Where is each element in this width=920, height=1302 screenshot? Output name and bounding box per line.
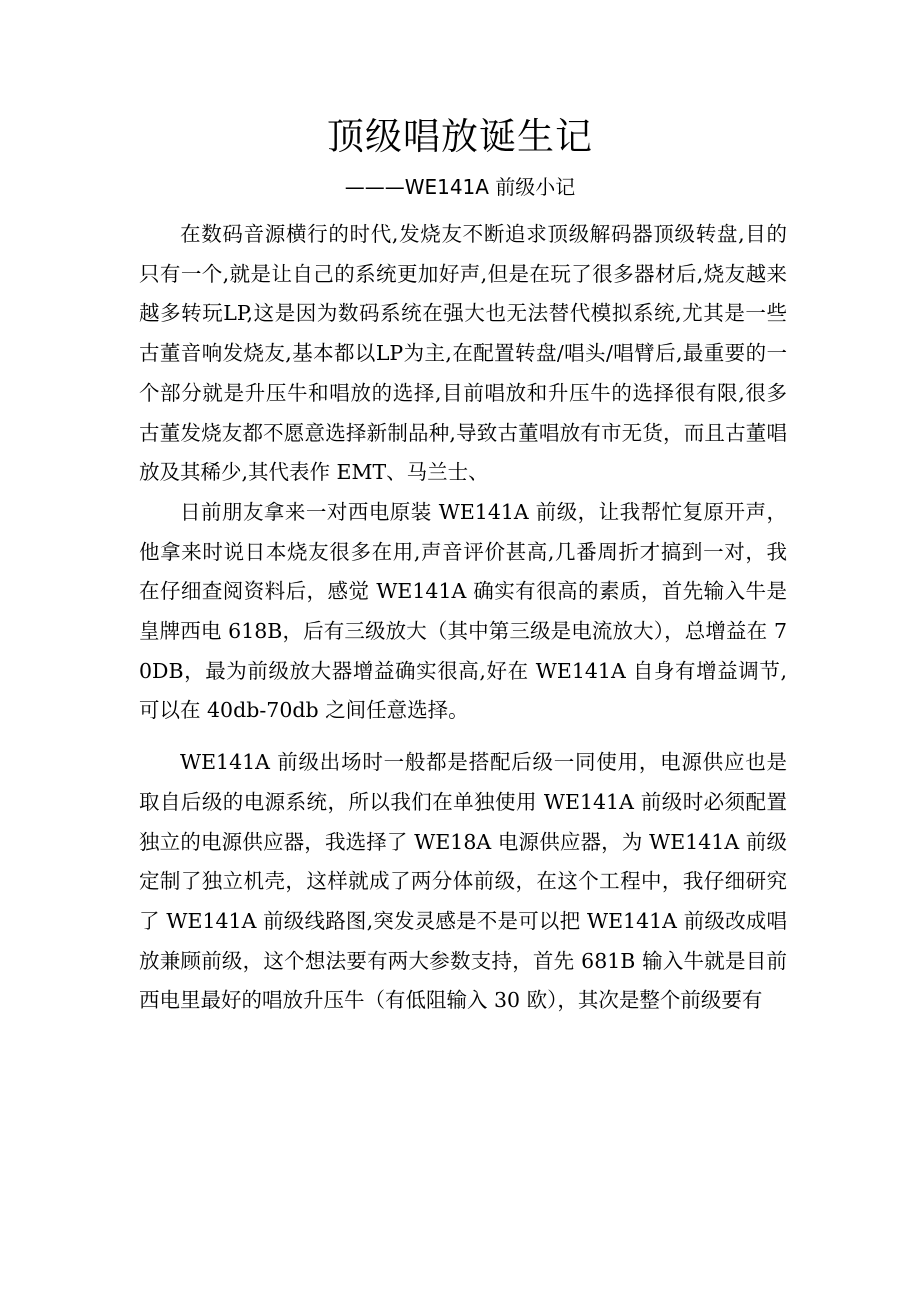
document-subtitle: ———WE141A 前级小记 <box>344 175 576 199</box>
paragraph-2: 日前朋友拿来一对西电原装 WE141A 前级，让我帮忙复原开声，他拿来时说日本烧友很多在用,声音评价甚高,几番周折才搞到一对，我在仔细查阅资料后，感觉 WE141A 确实有很高的素质，首先输入牛是皇牌西电 618B，后有三级放大（其中第三级是电流放大），总增益在 70DB，最为前级放大器增益确实很高,好在 WE141A 自身有增益调节,可以在 40db-70db 之间任意选择。 <box>139 499 787 723</box>
document-body <box>139 215 787 1021</box>
paragraph-1: 在数码音源横行的时代,发烧友不断追求顶级解码器顶级转盘,目的只有一个,就是让自己的系统更加好声,但是在玩了很多器材后,烧友越来越多转玩LP,这是因为数码系统在强大也无法替代模拟系统,尤其是一些古董音响发烧友,基本都以LP为主,在配置转盘/唱头/唱臂后,最重要的一个部分就是升压牛和唱放的选择,目前唱放和升压牛的选择很有限,很多古董发烧友都不愿意选择新制品种,导致古董唱放有市无货，而且古董唱放及其稀少,其代表作 EMT、马兰士、 <box>139 222 787 485</box>
paragraph-3: WE141A 前级出场时一般都是搭配后级一同使用，电源供应也是取自后级的电源系统，所以我们在单独使用 WE141A 前级时必须配置独立的电源供应器，我选择了 WE18A 电源供应器，为 WE141A 前级定制了独立机壳，这样就成了两分体前级，在这个工程中，我仔细研究了 WE141A 前级线路图,突发灵感是不是可以把 WE141A 前级改成唱放兼顾前级，这个想法要有两大参数支持，首先 681B 输入牛就是目前西电里最好的唱放升压牛（有低阻输入 30 欧），其次是整个前级要有 <box>139 750 787 1013</box>
document-title: 顶级唱放诞生记 <box>327 115 593 158</box>
